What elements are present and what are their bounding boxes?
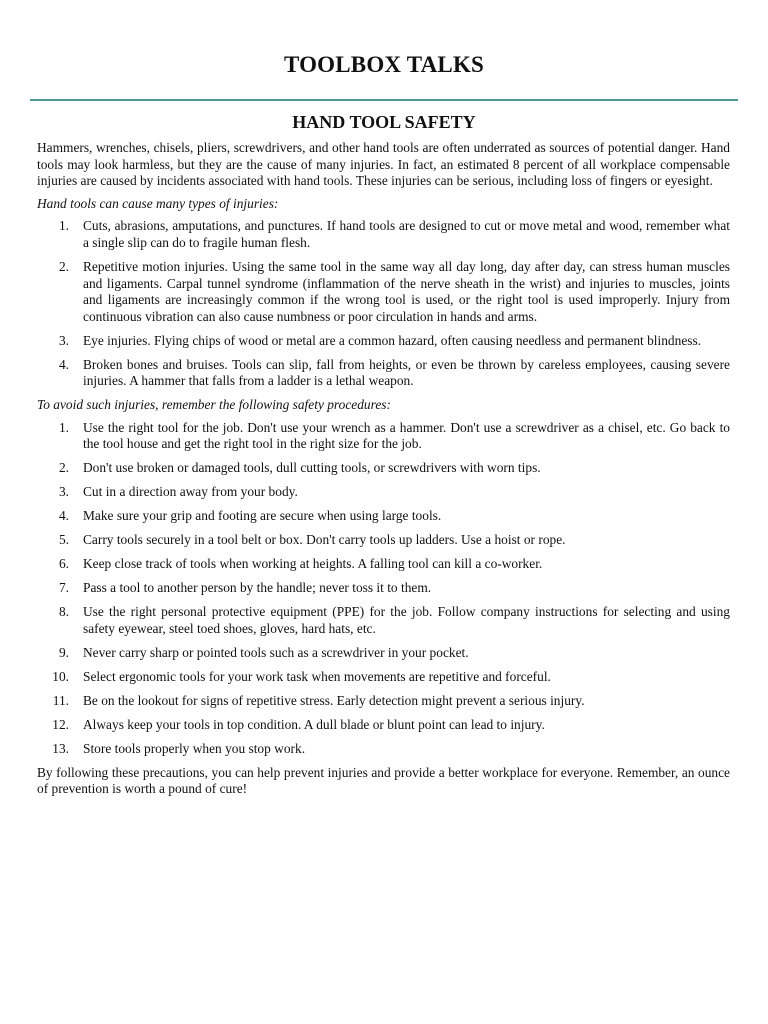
list-item-text: Never carry sharp or pointed tools such as a screwdriver in your pocket.	[83, 644, 469, 660]
list-number: 3.	[58, 484, 69, 500]
list-item	[37, 508, 730, 525]
list-item	[37, 420, 730, 453]
list-item	[37, 484, 730, 501]
injuries-lead: Hand tools can cause many types of injuries:	[37, 195, 279, 211]
list-item-text: Make sure your grip and footing are secure when using large tools.	[83, 508, 442, 524]
section-title: HAND TOOL SAFETY	[292, 112, 476, 132]
list-item-text: Don't use broken or damaged tools, dull cutting tools, or screwdrivers with worn tips.	[83, 460, 541, 476]
procedures-list	[37, 420, 730, 758]
list-item	[37, 645, 730, 662]
list-item-text: Pass a tool to another person by the handle; never toss it to them.	[83, 580, 432, 596]
document-body	[37, 140, 730, 798]
list-number: 13.	[52, 740, 69, 756]
list-number: 10.	[52, 668, 69, 684]
list-item	[37, 218, 730, 251]
list-item-text: Cut in a direction away from your body.	[83, 484, 298, 500]
list-item-text: Be on the lookout for signs of repetitive stress. Early detection might prevent a serious injury.	[83, 692, 585, 708]
document-title: TOOLBOX TALKS	[283, 52, 485, 77]
list-item-text: Carry tools securely in a tool belt or box. Don't carry tools up ladders. Use a hoist or rope.	[83, 532, 566, 548]
list-number: 7.	[58, 580, 69, 596]
list-item-text: Eye injuries. Flying chips of wood or metal are a common hazard, often causing needless and permanent blindness.	[83, 332, 702, 348]
list-item-text: Keep close track of tools when working at heights. A falling tool can kill a co-worker.	[83, 556, 543, 572]
list-item-text: Repetitive motion injuries. Using the same tool in the same way all day long, day after day, can stress human muscles and ligaments. Carpal tunnel syndrome (inflammation of the nerve sheath in the wrist) and injuries to muscles, joints and ligaments are increasingly common if the wrong tool is used, or the right tool is used improperly. Injury from continuous vibration can also cause numbness or poor circulation in hands and arms.	[83, 258, 730, 324]
list-number: 2.	[58, 460, 69, 476]
list-number: 11.	[52, 692, 69, 708]
list-item	[37, 717, 730, 734]
list-number: 5.	[58, 532, 69, 548]
list-item-text: Cuts, abrasions, amputations, and punctures. If hand tools are designed to cut or move metal and wood, remember what a single slip can do to fragile human flesh.	[83, 218, 730, 250]
list-item	[37, 259, 730, 325]
list-item-text: Select ergonomic tools for your work task when movements are repetitive and forceful.	[83, 668, 551, 684]
list-number: 4.	[58, 356, 69, 372]
title-divider	[30, 99, 738, 101]
intro-paragraph: Hammers, wrenches, chisels, pliers, screwdrivers, and other hand tools are often underrated as sources of potential danger. Hand tools may look harmless, but they are the cause of many injuries. In fact, an estimated 8 percent of all workplace compensable injuries are caused by incidents associated with hand tools. These injuries can be serious, including loss of fingers or eyesight.	[37, 140, 730, 189]
list-item-text: Always keep your tools in top condition. A dull blade or blunt point can lead to injury.	[83, 716, 545, 732]
list-number: 9.	[58, 644, 69, 660]
list-item	[37, 580, 730, 597]
list-item-text: Use the right tool for the job. Don't use your wrench as a hammer. Don't use a screwdriver as a chisel, etc. Go back to the tool house and get the right tool in the right size for the job.	[83, 419, 730, 452]
list-item	[37, 669, 730, 686]
list-number: 2.	[58, 258, 69, 274]
list-item	[37, 741, 730, 758]
injuries-list	[37, 218, 730, 390]
list-number: 8.	[58, 604, 69, 620]
list-item	[37, 693, 730, 710]
list-number: 1.	[58, 419, 69, 435]
list-item	[37, 532, 730, 549]
procedures-lead: To avoid such injuries, remember the following safety procedures:	[37, 397, 391, 413]
list-number: 4.	[58, 508, 69, 524]
list-item	[37, 333, 730, 350]
list-number: 3.	[58, 332, 69, 348]
list-item	[37, 357, 730, 390]
list-item	[37, 604, 730, 637]
list-number: 1.	[58, 218, 69, 234]
list-item	[37, 460, 730, 477]
list-number: 6.	[58, 556, 69, 572]
list-item	[37, 556, 730, 573]
closing-paragraph: By following these precautions, you can help prevent injuries and provide a better workplace for everyone. Remember, an ounce of prevention is worth a pound of cure!	[37, 764, 730, 797]
list-item-text: Store tools properly when you stop work.	[83, 740, 306, 756]
list-item-text: Broken bones and bruises. Tools can slip, fall from heights, or even be thrown by careless employees, causing severe injuries. A hammer that falls from a ladder is a lethal weapon.	[83, 356, 730, 389]
list-number: 12.	[52, 716, 69, 732]
list-item-text: Use the right personal protective equipment (PPE) for the job. Follow company instructions for selecting and using safety eyewear, steel toed shoes, gloves, hard hats, etc.	[83, 604, 730, 636]
